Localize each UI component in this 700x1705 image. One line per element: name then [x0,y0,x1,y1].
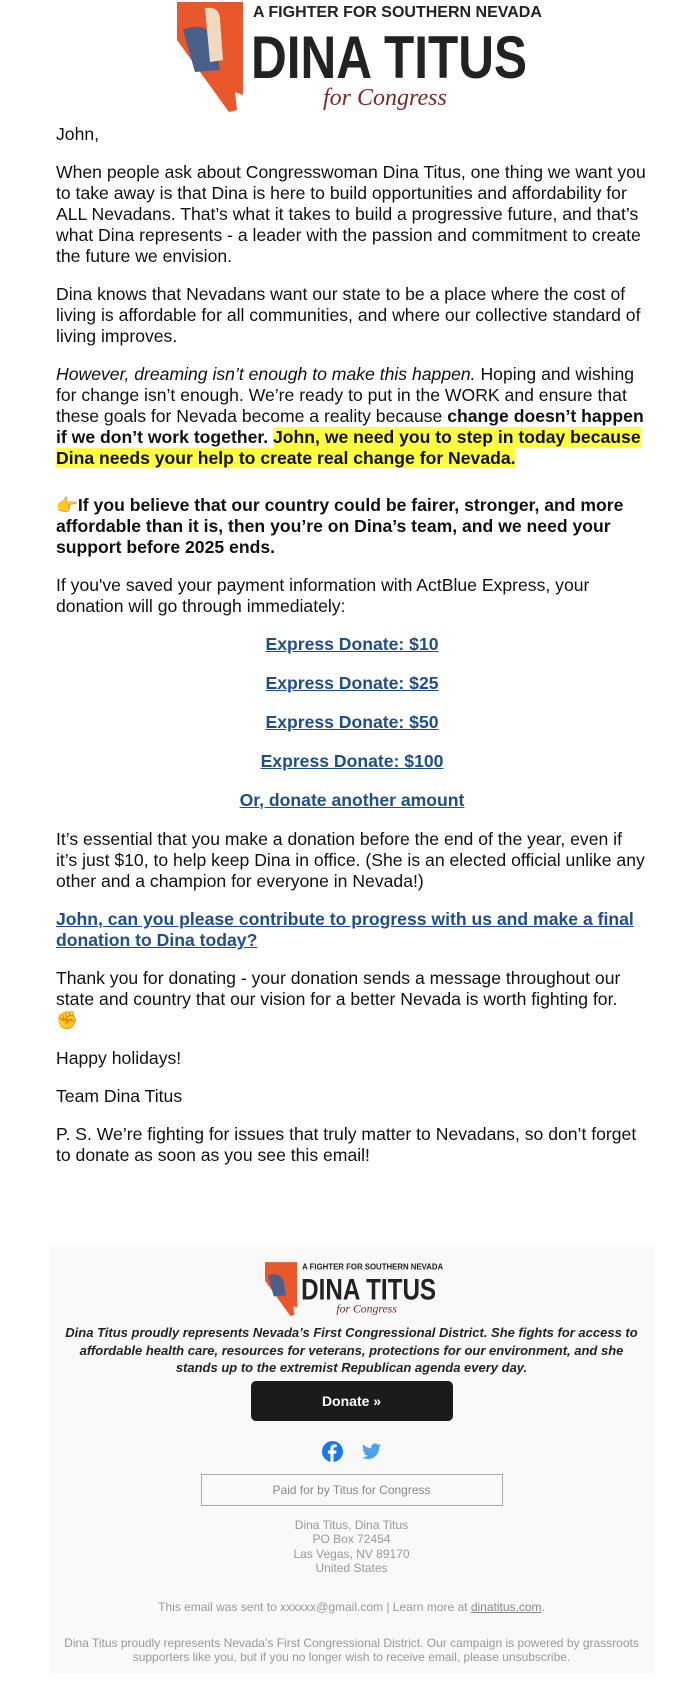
footer-description: Dina Titus proudly represents Nevada’s First Congressional District. She fights for access to affordable health care, resources for veterans, protections for our environment, and she stands up to the extremist Republican agenda every day. [65,1325,638,1375]
closing-holidays: Happy holidays! [56,1048,182,1068]
paragraph-essential: It’s essential that you make a donation before the end of the year, even if it’s just $10, to help keep Dina in office. (She is an elected official unlike any other and a champion for everyone in Nevada!) [56,829,645,891]
thanks-text: Thank you for donating - your donation sends a message throughout our state and country that our vision for a better Nevada is worth fighting for. [56,968,621,1009]
facebook-icon[interactable] [322,1441,343,1462]
email-body [56,124,648,1183]
mailing-address [49,1518,654,1576]
donate-other-amount-link[interactable]: Or, donate another amount [239,790,465,810]
footer-disclaimer: Dina Titus proudly represents Nevada’s First Congressional District. Our campaign is powered by grassroots supporters like you, but if you no longer wish to receive email, please unsubscribe. [64,1635,639,1664]
highlighted-appeal: John, we need you to step in today because Dina needs your help to create real change for Nevada. [56,427,641,468]
team-text: If you believe that our country could be fairer, stronger, and more affordable than it is, then you’re on Dina’s team, and we need your support before 2025 ends. [56,495,624,557]
logo-tagline: A FIGHTER FOR SOUTHERN NEVADA [253,4,542,21]
paragraph-team [56,495,648,558]
paragraph-intro: When people ask about Congresswoman Dina Titus, one thing we want you to take away is that Dina is here to build opportunities and affordability for ALL Nevadans. That’s what it takes to build a progressive future, and that’s what Dina represents - a leader with the passion and commitment to create the future we envision. [56,162,646,266]
dina-titus-logo [175,0,542,114]
address-line: Dina Titus, Dina Titus [294,1517,409,1532]
express-donate-100-link[interactable]: Express Donate: $100 [260,751,444,771]
paid-for-disclaimer: Paid for by Titus for Congress [201,1474,503,1506]
footer [49,1247,654,1674]
twitter-icon[interactable] [361,1441,382,1462]
address-line: Las Vegas, NV 89170 [293,1546,410,1561]
paragraph-actblue: If you've saved your payment information with ActBlue Express, your donation will go through immediately: [56,575,590,616]
bold-text: change doesn’t happen if we don’t work together. [56,406,644,447]
svg-text:for Congress: for Congress [335,1302,397,1316]
address-line: PO Box 72454 [312,1532,391,1546]
sent-to-text: This email was sent to xxxxxx@gmail.com | Learn more at [158,1599,471,1614]
donate-button[interactable]: Donate » [251,1381,453,1421]
svg-text:DINA TITUS: DINA TITUS [300,1273,436,1307]
website-link[interactable]: dinatitus.com [470,1599,542,1614]
express-donate-50-link[interactable]: Express Donate: $50 [265,712,439,732]
greeting: John, [56,124,100,144]
paragraph-thanks [56,968,648,1031]
express-donate-25-link[interactable]: Express Donate: $25 [265,673,439,693]
postscript: P. S. We’re fighting for issues that truly matter to Nevadans, so don’t forget to donate as soon as you see this email! [56,1124,637,1165]
sent-to-line [49,1600,654,1614]
logo-name: DINA TITUS [251,24,527,91]
contribute-link[interactable]: John, can you please contribute to progress with us and make a final donation to Dina today? [56,909,634,950]
footer-logo [264,1261,443,1317]
express-donate-10-link[interactable]: Express Donate: $10 [265,634,439,654]
social-links [49,1441,654,1462]
paragraph-work [56,364,648,469]
address-line: United States [315,1561,388,1575]
svg-text:A FIGHTER FOR SOUTHERN NEVADA: A FIGHTER FOR SOUTHERN NEVADA [301,1262,443,1272]
raised-fist-icon: ✊ [56,1010,78,1030]
period: . [541,1599,545,1614]
pointing-hand-icon: 👉 [56,495,78,515]
italic-text: However, dreaming isn’t enough to make this happen. [56,364,476,384]
plain-text: Hoping and wishing for change isn’t enough. We’re ready to put in the WORK and ensure that these goals for Nevada become a reality because [56,364,635,426]
logo-sub: for Congress [323,85,447,111]
paragraph-affordability: Dina knows that Nevadans want our state to be a place where the cost of living is affordable for all communities, and where our collective standard of living improves. [56,284,641,346]
signature: Team Dina Titus [56,1086,183,1106]
